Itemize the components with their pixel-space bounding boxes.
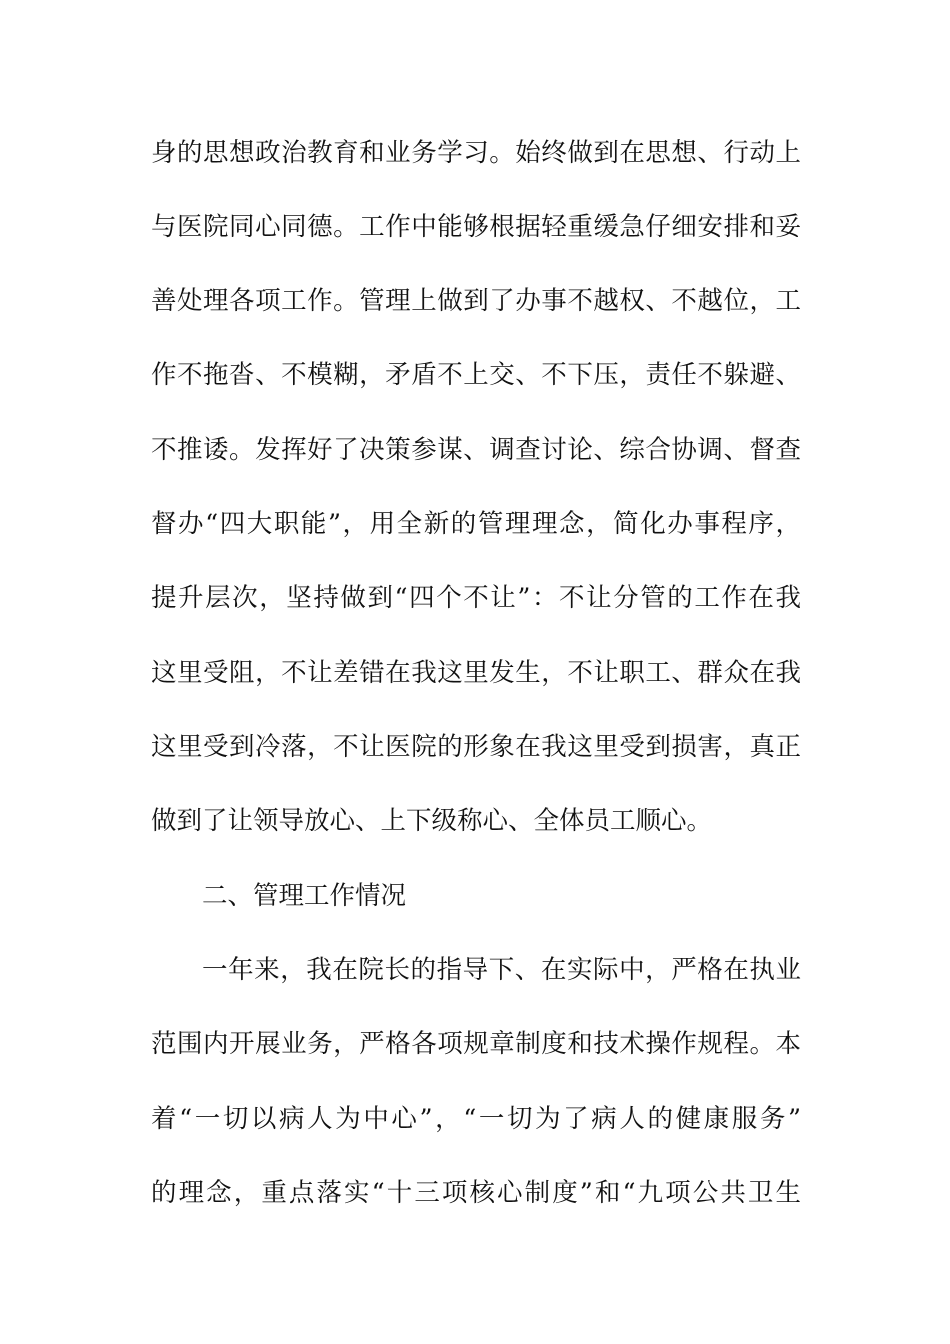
section-heading: 二、管理工作情况 [202, 881, 407, 911]
paragraph-line-5: 不推诿。发挥好了决策参谋、调查讨论、综合协调、督查 [151, 435, 801, 465]
paragraph-line-15: 的理念，重点落实“十三项核心制度”和“九项公共卫生 [151, 1178, 801, 1208]
paragraph-line-2: 与医院同心同德。工作中能够根据轻重缓急仔细安排和妥 [151, 212, 801, 242]
paragraph-line-7: 提升层次，坚持做到“四个不让”：不让分管的工作在我 [151, 583, 801, 613]
paragraph-line-4: 作不拖沓、不模糊，矛盾不上交、不下压，责任不躲避、 [151, 360, 801, 390]
paragraph-line-3: 善处理各项工作。管理上做到了办事不越权、不越位，工 [151, 286, 801, 316]
paragraph-line-9: 这里受到冷落，不让医院的形象在我这里受到损害，真正 [151, 732, 801, 762]
paragraph-line-6: 督办“四大职能”，用全新的管理理念，简化办事程序， [151, 509, 801, 539]
paragraph-line-12: 一年来，我在院长的指导下、在实际中，严格在执业 [202, 955, 801, 985]
paragraph-line-10: 做到了让领导放心、上下级称心、全体员工顺心。 [151, 806, 713, 836]
paragraph-line-1: 身的思想政治教育和业务学习。始终做到在思想、行动上 [151, 138, 801, 168]
paragraph-line-13: 范围内开展业务，严格各项规章制度和技术操作规程。本 [151, 1029, 801, 1059]
paragraph-line-8: 这里受阻，不让差错在我这里发生，不让职工、群众在我 [151, 658, 801, 688]
paragraph-line-14: 着“一切以病人为中心”，“一切为了病人的健康服务” [151, 1104, 801, 1134]
